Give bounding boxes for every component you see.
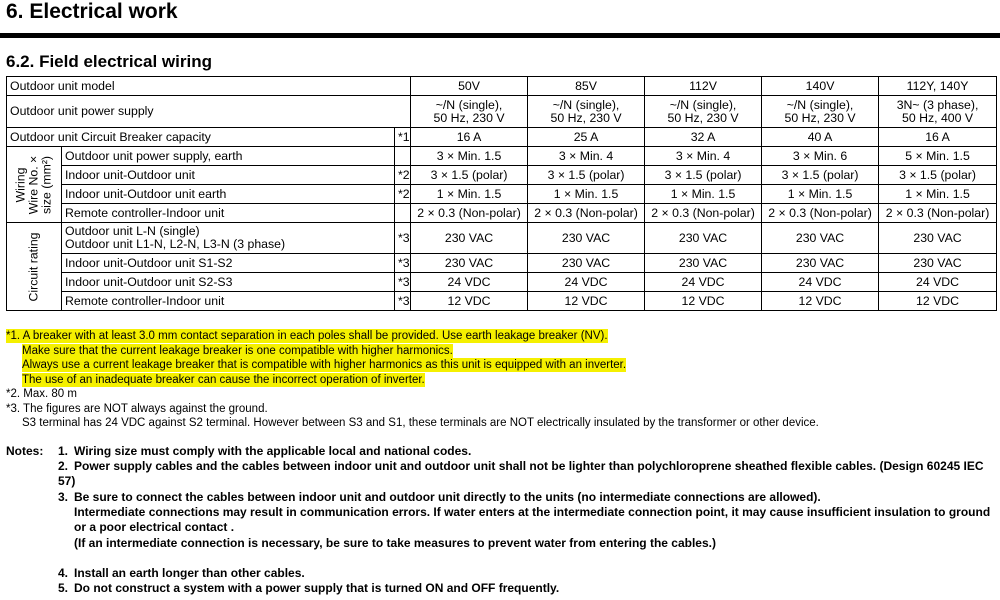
circuit-value: 230 VAC: [411, 254, 528, 273]
model-value: 112V: [645, 77, 762, 96]
circuit-value: 12 VDC: [879, 292, 997, 311]
wiring-group-label: [7, 147, 62, 223]
wiring-value: 1 × Min. 1.5: [645, 185, 762, 204]
footnote-ref: *2: [395, 166, 411, 185]
power-supply-value: ~/N (single), 50 Hz, 230 V: [645, 96, 762, 128]
note-item: [58, 581, 998, 596]
power-supply-value: 3N~ (3 phase), 50 Hz, 400 V: [879, 96, 997, 128]
circuit-value: 230 VAC: [645, 254, 762, 273]
row-label-wiring: Remote controller-Indoor unit: [62, 204, 395, 223]
breaker-value: 16 A: [411, 128, 528, 147]
row-label-circuit: Outdoor unit L-N (single) Outdoor unit L1-N, L2-N, L3-N (3 phase): [62, 223, 395, 254]
section-divider: [0, 33, 1000, 38]
table-row: [7, 223, 997, 254]
circuit-value: 230 VAC: [411, 223, 528, 254]
wiring-value: 1 × Min. 1.5: [411, 185, 528, 204]
note-item: [58, 444, 998, 459]
note-text: Do not construct a system with a power supply that is turned ON and OFF frequently.: [74, 581, 560, 595]
model-value: 85V: [528, 77, 645, 96]
footnote-ref: [395, 147, 411, 166]
note-text: Be sure to connect the cables between indoor unit and outdoor unit directly to the units (no intermediate connections are allowed).: [74, 490, 821, 504]
power-supply-value: ~/N (single), 50 Hz, 230 V: [528, 96, 645, 128]
row-label-wiring: Outdoor unit power supply, earth: [62, 147, 395, 166]
note-number: 2.: [58, 459, 69, 473]
row-label-wiring: Indoor unit-Outdoor unit earth: [62, 185, 395, 204]
model-value: 50V: [411, 77, 528, 96]
footnote-ref: *3: [395, 223, 411, 254]
wiring-value: 2 × 0.3 (Non-polar): [762, 204, 879, 223]
note-text: Intermediate connections may result in communication errors. If water enters at the intermediate connection point, it may cause insufficient insulation to ground or a poor electrical contact .: [74, 505, 991, 535]
note-text: (If an intermediate connection is necessary, be sure to take measures to prevent water from entering the cables.): [74, 535, 716, 550]
footnote-ref: *3: [395, 254, 411, 273]
row-label-wiring: Indoor unit-Outdoor unit: [62, 166, 395, 185]
circuit-value: 12 VDC: [411, 292, 528, 311]
note-number: 1.: [58, 444, 69, 458]
table-row: [7, 292, 997, 311]
wiring-value: 3 × 1.5 (polar): [528, 166, 645, 185]
subsection-title: 6.2. Field electrical wiring: [6, 52, 212, 71]
table-row: [7, 204, 997, 223]
wiring-value: 1 × Min. 1.5: [762, 185, 879, 204]
footnote-line: *3. The figures are NOT always against the ground.: [6, 403, 268, 415]
note-item: [58, 490, 998, 551]
table-row: [7, 96, 997, 128]
section-title: 6. Electrical work: [6, 0, 178, 23]
note-number: 5.: [58, 581, 69, 595]
highlighted-footnote-line: *1. A breaker with at least 3.0 mm contact separation in each poles shall be provided. Use earth leakage breaker (NV).: [6, 330, 608, 342]
breaker-value: 25 A: [528, 128, 645, 147]
table-row: [7, 185, 997, 204]
wiring-value: 3 × Min. 4: [528, 147, 645, 166]
row-label-circuit: Remote controller-Indoor unit: [62, 292, 395, 311]
breaker-value: 32 A: [645, 128, 762, 147]
circuit-value: 230 VAC: [645, 223, 762, 254]
wiring-value: 5 × Min. 1.5: [879, 147, 997, 166]
footnote-line: *2. Max. 80 m: [6, 388, 77, 400]
circuit-value: 24 VDC: [411, 273, 528, 292]
highlighted-footnote-line: Always use a current leakage breaker that is compatible with higher harmonics as this unit is equipped with an inverter.: [22, 359, 627, 371]
wiring-value: 3 × 1.5 (polar): [645, 166, 762, 185]
wiring-group-text: Wiring Wire No. × size (mm²): [13, 155, 54, 214]
wiring-value: 2 × 0.3 (Non-polar): [879, 204, 997, 223]
footnote-line: S3 terminal has 24 VDC against S2 terminal. However between S3 and S1, these terminals are NOT electrically insulated by the transformer or other device.: [22, 417, 819, 429]
circuit-value: 12 VDC: [645, 292, 762, 311]
circuit-group-text: Circuit rating: [26, 231, 41, 302]
note-number: 3.: [58, 490, 69, 504]
circuit-value: 24 VDC: [762, 273, 879, 292]
model-value: 112Y, 140Y: [879, 77, 997, 96]
table-row: [7, 147, 997, 166]
circuit-value: 230 VAC: [879, 254, 997, 273]
table-row: [7, 128, 997, 147]
wiring-value: 3 × 1.5 (polar): [411, 166, 528, 185]
wiring-value: 1 × Min. 1.5: [879, 185, 997, 204]
row-label-circuit: Indoor unit-Outdoor unit S2-S3: [62, 273, 395, 292]
highlighted-footnote-line: Make sure that the current leakage breaker is one compatible with higher harmonics.: [22, 345, 453, 357]
power-supply-value: ~/N (single), 50 Hz, 230 V: [762, 96, 879, 128]
note-text: Power supply cables and the cables between indoor unit and outdoor unit shall not be lighter than polychloroprene sheathed flexible cables. (Design 60245 IEC 57): [58, 459, 984, 489]
wiring-value: 3 × Min. 6: [762, 147, 879, 166]
footnote-ref: *3: [395, 273, 411, 292]
circuit-value: 24 VDC: [528, 273, 645, 292]
footnote-ref: [395, 204, 411, 223]
wiring-value: 2 × 0.3 (Non-polar): [411, 204, 528, 223]
highlighted-footnote-line: The use of an inadequate breaker can cause the incorrect operation of inverter.: [22, 374, 425, 386]
circuit-group-label: [7, 223, 62, 311]
wiring-spec-table: [6, 76, 997, 311]
wiring-value: 2 × 0.3 (Non-polar): [528, 204, 645, 223]
note-text: Install an earth longer than other cables.: [74, 566, 305, 580]
footnote-ref: *2: [395, 185, 411, 204]
model-value: 140V: [762, 77, 879, 96]
note-text: Wiring size must comply with the applicable local and national codes.: [74, 444, 472, 458]
table-row: [7, 77, 997, 96]
circuit-value: 24 VDC: [879, 273, 997, 292]
wiring-value: 3 × 1.5 (polar): [762, 166, 879, 185]
note-number: 4.: [58, 566, 69, 580]
row-label-circuit: Indoor unit-Outdoor unit S1-S2: [62, 254, 395, 273]
circuit-value: 12 VDC: [528, 292, 645, 311]
table-row: [7, 254, 997, 273]
note-item: [58, 566, 998, 581]
circuit-value: 230 VAC: [879, 223, 997, 254]
breaker-value: 40 A: [762, 128, 879, 147]
circuit-value: 24 VDC: [645, 273, 762, 292]
row-label-breaker: Outdoor unit Circuit Breaker capacity: [7, 128, 395, 147]
table-row: [7, 273, 997, 292]
breaker-value: 16 A: [879, 128, 997, 147]
row-label-power-supply: Outdoor unit power supply: [7, 96, 411, 128]
power-supply-value: ~/N (single), 50 Hz, 230 V: [411, 96, 528, 128]
row-label-model: Outdoor unit model: [7, 77, 411, 96]
table-row: [7, 166, 997, 185]
wiring-value: 1 × Min. 1.5: [528, 185, 645, 204]
circuit-value: 230 VAC: [528, 223, 645, 254]
wiring-value: 2 × 0.3 (Non-polar): [645, 204, 762, 223]
wiring-value: 3 × Min. 1.5: [411, 147, 528, 166]
notes-label: Notes:: [6, 444, 44, 458]
footnote-ref: *3: [395, 292, 411, 311]
circuit-value: 230 VAC: [762, 254, 879, 273]
footnote-ref: *1: [395, 128, 411, 147]
circuit-value: 230 VAC: [528, 254, 645, 273]
circuit-value: 230 VAC: [762, 223, 879, 254]
wiring-value: 3 × Min. 4: [645, 147, 762, 166]
circuit-value: 12 VDC: [762, 292, 879, 311]
note-item: [58, 459, 998, 489]
wiring-value: 3 × 1.5 (polar): [879, 166, 997, 185]
